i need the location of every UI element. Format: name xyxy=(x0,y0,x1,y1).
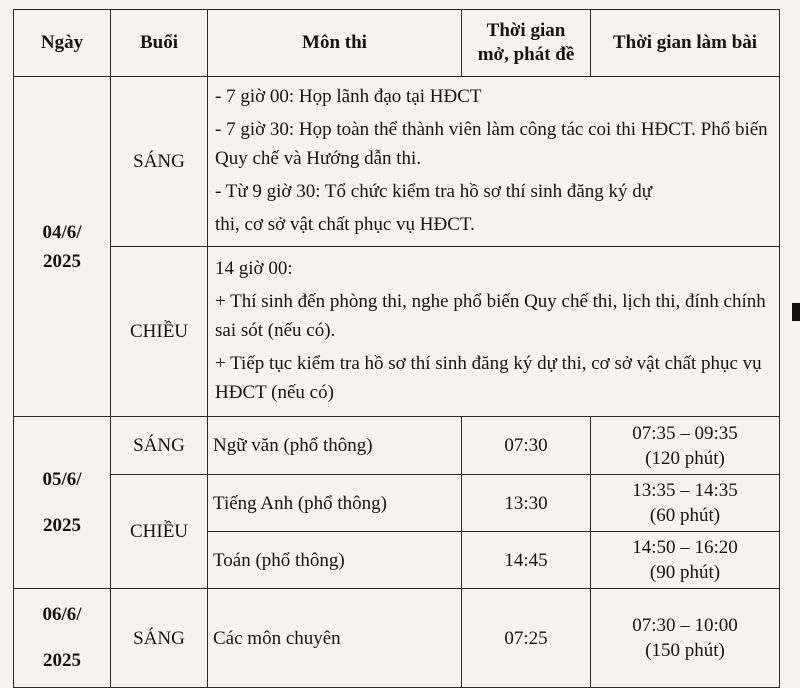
agenda-item: thi, cơ sở vật chất phục vụ HĐCT. xyxy=(215,214,475,235)
exam-schedule-table xyxy=(13,9,780,688)
exam-time: 13:35 – 14:35 xyxy=(632,480,738,501)
day2-afternoon-row-1 xyxy=(14,475,780,532)
day1-afternoon-agenda xyxy=(208,247,780,417)
header-row xyxy=(14,10,780,77)
exam-time: 07:35 – 09:35 xyxy=(632,422,738,444)
day2-afternoon-session: CHIỀU xyxy=(111,475,208,589)
open-time-cell: 14:45 xyxy=(462,532,591,589)
subject-cell: Các môn chuyên xyxy=(208,589,462,688)
header-date: Ngày xyxy=(14,10,111,77)
day2-morning-row xyxy=(14,417,780,475)
day3-morning-session: SÁNG xyxy=(111,589,208,688)
day1-morning-session: SÁNG xyxy=(111,77,208,247)
day1-morning-agenda xyxy=(208,77,780,247)
open-time-cell: 13:30 xyxy=(462,475,591,532)
day3-date-line2: 2025 xyxy=(43,650,81,671)
day3-date-cell xyxy=(14,589,111,688)
day1-afternoon-session: CHIỀU xyxy=(111,247,208,417)
open-time-cell: 07:25 xyxy=(462,589,591,688)
subject-cell: Tiếng Anh (phổ thông) xyxy=(208,475,462,532)
day2-date-line2: 2025 xyxy=(43,514,81,536)
header-open-time-line1: Thời gian xyxy=(486,20,566,41)
exam-time: 07:30 – 10:00 xyxy=(632,615,738,636)
agenda-item: - Từ 9 giờ 30: Tổ chức kiểm tra hồ sơ thí sinh đăng ký dự xyxy=(215,181,653,202)
exam-time: 14:50 – 16:20 xyxy=(632,537,738,558)
open-time-cell: 07:30 xyxy=(462,417,591,475)
day1-morning-row xyxy=(14,77,780,247)
day1-date-line1: 04/6/ xyxy=(42,221,82,243)
header-subject: Môn thi xyxy=(208,10,462,77)
agenda-item: 14 giờ 00: xyxy=(215,258,293,279)
duration-cell xyxy=(591,475,780,532)
subject-cell: Ngữ văn (phổ thông) xyxy=(208,417,462,475)
day2-date-line1: 05/6/ xyxy=(42,468,82,490)
day1-afternoon-row xyxy=(14,247,780,417)
header-duration: Thời gian làm bài xyxy=(591,10,780,77)
duration-cell xyxy=(591,532,780,589)
day2-morning-session: SÁNG xyxy=(111,417,208,475)
exam-minutes: (90 phút) xyxy=(649,562,721,583)
header-open-time-line2: mở, phát đề xyxy=(477,44,575,65)
agenda-item: - 7 giờ 00: Họp lãnh đạo tại HĐCT xyxy=(215,86,482,107)
exam-minutes: (120 phút) xyxy=(645,447,725,469)
edge-marker xyxy=(792,303,800,321)
day3-date-line1: 06/6/ xyxy=(42,604,82,625)
duration-cell xyxy=(591,417,780,475)
day1-date-cell xyxy=(14,77,111,417)
agenda-item: + Thí sinh đến phòng thi, nghe phổ biến Quy chế thi, lịch thi, đính chính sai sót (nếu có). xyxy=(215,291,766,341)
duration-cell xyxy=(591,589,780,688)
day2-date-cell xyxy=(14,417,111,589)
day1-date-line2: 2025 xyxy=(43,250,81,272)
agenda-item: + Tiếp tục kiểm tra hồ sơ thí sinh đăng ký dự thi, cơ sở vật chất phục vụ HĐCT (nếu có) xyxy=(215,353,762,403)
exam-minutes: (150 phút) xyxy=(645,640,725,661)
exam-minutes: (60 phút) xyxy=(649,505,721,526)
subject-cell: Toán (phổ thông) xyxy=(208,532,462,589)
day3-morning-row xyxy=(14,589,780,688)
header-session: Buổi xyxy=(111,10,208,77)
agenda-item: - 7 giờ 30: Họp toàn thể thành viên làm công tác coi thi HĐCT. Phổ biến Quy chế và Hướng dẫn thi. xyxy=(215,119,768,169)
header-open-time xyxy=(462,10,591,77)
